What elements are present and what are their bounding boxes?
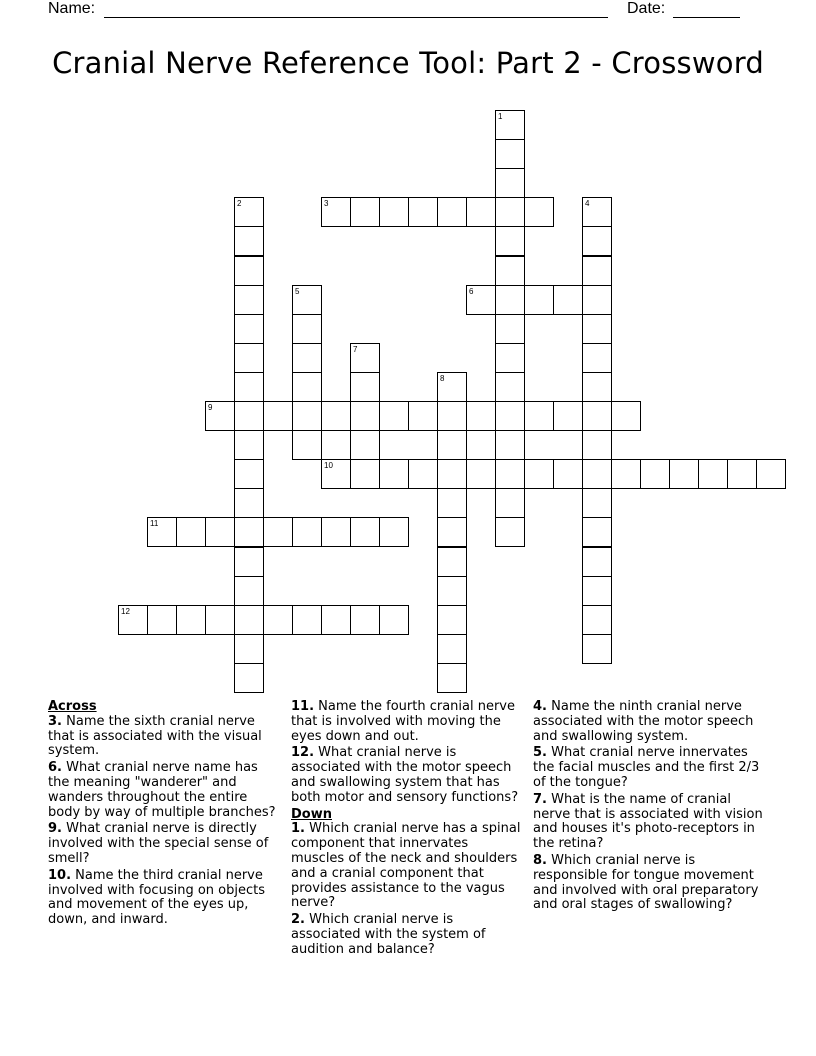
crossword-cell[interactable] — [350, 459, 380, 489]
crossword-cell[interactable] — [234, 285, 264, 315]
crossword-cell[interactable] — [582, 226, 612, 256]
clue-down-8: 8. Which cranial nerve is responsible for tongue movement and involved with oral preparatory and oral stages of swallowing? — [533, 852, 759, 913]
crossword-cell[interactable] — [524, 197, 554, 227]
crossword-cell[interactable] — [524, 459, 554, 489]
crossword-cell[interactable] — [379, 605, 409, 635]
crossword-cell[interactable] — [350, 517, 380, 547]
crossword-cell[interactable] — [234, 372, 264, 402]
crossword-cell[interactable] — [379, 459, 409, 489]
crossword-cell[interactable] — [292, 314, 322, 344]
crossword-cell[interactable] — [263, 401, 293, 431]
clue-column-2 — [291, 700, 523, 960]
crossword-cell[interactable] — [582, 605, 612, 635]
crossword-cell[interactable] — [495, 226, 525, 256]
crossword-cell[interactable] — [727, 459, 757, 489]
clue-number-label: 5 — [295, 286, 300, 296]
crossword-cell[interactable] — [350, 197, 380, 227]
crossword-cell[interactable] — [495, 430, 525, 460]
crossword-cell[interactable] — [495, 285, 525, 315]
clue-column-1 — [48, 700, 280, 930]
crossword-cell[interactable] — [437, 401, 467, 431]
crossword-cell[interactable] — [495, 256, 525, 286]
crossword-cell[interactable] — [698, 459, 728, 489]
date-label: Date: — [627, 0, 666, 17]
crossword-cell[interactable] — [524, 401, 554, 431]
crossword-cell[interactable] — [669, 459, 699, 489]
crossword-cell[interactable] — [408, 401, 438, 431]
crossword-cell[interactable] — [263, 517, 293, 547]
clue-down-4: 4. Name the ninth cranial nerve associated with the motor speech and swallowing system. — [533, 699, 754, 744]
crossword-cell[interactable] — [582, 459, 612, 489]
crossword-cell[interactable] — [582, 285, 612, 315]
crossword-cell[interactable] — [234, 314, 264, 344]
clue-number-label: 4 — [585, 199, 590, 209]
clue-across-10: 10. Name the third cranial nerve involved with focusing on objects and movement of the eyes up, down, and inward. — [48, 867, 265, 928]
crossword-cell[interactable] — [495, 401, 525, 431]
crossword-cell[interactable] — [379, 517, 409, 547]
crossword-cell[interactable] — [437, 430, 467, 460]
crossword-cell[interactable] — [176, 605, 206, 635]
clue-down-2: 2. Which cranial nerve is associated with the system of audition and balance? — [291, 912, 486, 957]
crossword-cell[interactable] — [582, 576, 612, 606]
crossword-cell[interactable] — [582, 517, 612, 547]
clue-down-1: 1. Which cranial nerve has a spinal component that innervates muscles of the neck and shoulders and a cranial component that provides assistance to the vagus nerve? — [291, 821, 521, 911]
crossword-cell[interactable] — [408, 197, 438, 227]
crossword-cell[interactable] — [234, 459, 264, 489]
crossword-cell[interactable] — [292, 430, 322, 460]
crossword-cell[interactable] — [437, 488, 467, 518]
crossword-cell[interactable] — [582, 634, 612, 664]
clue-number-label: 6 — [469, 286, 474, 296]
crossword-cell[interactable] — [234, 605, 264, 635]
crossword-cell[interactable] — [582, 430, 612, 460]
crossword-cell[interactable] — [466, 459, 496, 489]
clue-number-label: 3 — [324, 199, 329, 209]
clue-number-label: 8 — [440, 373, 445, 383]
clue-number-label: 11 — [150, 519, 159, 529]
clue-across-3: 3. Name the sixth cranial nerve that is associated with the visual system. — [48, 713, 262, 759]
crossword-cell[interactable] — [611, 459, 641, 489]
crossword-cell[interactable] — [437, 663, 467, 693]
crossword-cell[interactable] — [234, 401, 264, 431]
crossword-cell[interactable] — [234, 634, 264, 664]
crossword-cell[interactable] — [437, 634, 467, 664]
clue-across-12: 12. What cranial nerve is associated with the motor speech and swallowing system that has both motor and sensory functions? — [291, 745, 519, 805]
crossword-cell[interactable] — [350, 401, 380, 431]
crossword-cell[interactable] — [437, 576, 467, 606]
clue-across-11: 11. Name the fourth cranial nerve that is involved with moving the eyes down and out. — [291, 699, 515, 744]
crossword-cell[interactable] — [205, 605, 235, 635]
across-heading: Across — [48, 699, 97, 714]
crossword-cell[interactable] — [321, 605, 351, 635]
clue-number-label: 7 — [353, 344, 358, 354]
crossword-cell[interactable] — [234, 576, 264, 606]
crossword-cell[interactable] — [582, 343, 612, 373]
crossword-cell[interactable] — [234, 663, 264, 693]
crossword-cell[interactable] — [263, 605, 293, 635]
crossword-cell[interactable] — [611, 401, 641, 431]
clue-number-label: 1 — [498, 112, 503, 121]
crossword-cell[interactable] — [234, 517, 264, 547]
crossword-cell[interactable] — [495, 459, 525, 489]
crossword-cell[interactable] — [379, 401, 409, 431]
crossword-cell[interactable] — [553, 459, 583, 489]
crossword-cell[interactable] — [756, 459, 786, 489]
crossword-cell[interactable] — [582, 314, 612, 344]
crossword-cell[interactable] — [234, 547, 264, 577]
crossword-cell[interactable] — [437, 459, 467, 489]
crossword-cell[interactable] — [582, 488, 612, 518]
crossword-cell[interactable] — [350, 430, 380, 460]
clue-down-7: 7. What is the name of cranial nerve that is associated with vision and houses it's photo-receptors in the retina? — [533, 791, 763, 852]
crossword-cell[interactable] — [495, 139, 525, 169]
crossword-cell[interactable] — [234, 488, 264, 518]
crossword-cell[interactable] — [176, 517, 206, 547]
crossword-cell[interactable] — [408, 459, 438, 489]
crossword-cell[interactable] — [292, 401, 322, 431]
crossword-cell[interactable] — [495, 197, 525, 227]
crossword-cell[interactable] — [582, 372, 612, 402]
crossword-cell[interactable] — [292, 605, 322, 635]
crossword-cell[interactable] — [640, 459, 670, 489]
crossword-cell[interactable] — [234, 430, 264, 460]
crossword-cell[interactable] — [292, 343, 322, 373]
crossword-cell[interactable] — [437, 547, 467, 577]
crossword-cell[interactable] — [495, 372, 525, 402]
crossword-cell[interactable] — [466, 401, 496, 431]
clue-across-9: 9. What cranial nerve is directly involved with the special sense of smell? — [48, 821, 269, 866]
crossword-cell[interactable] — [437, 197, 467, 227]
crossword-cell[interactable] — [379, 197, 409, 227]
page-title: Cranial Nerve Reference Tool: Part 2 - Crossword — [52, 46, 764, 80]
crossword-cell[interactable] — [582, 547, 612, 577]
crossword-cell[interactable] — [582, 401, 612, 431]
clue-column-3 — [533, 700, 765, 915]
crossword-cell[interactable] — [582, 256, 612, 286]
crossword-cell[interactable] — [234, 343, 264, 373]
clue-down-5: 5. What cranial nerve innervates the facial muscles and the first 2/3 of the tongue? — [533, 745, 760, 790]
clue-number-label: 12 — [121, 606, 130, 616]
clue-number-label: 2 — [237, 199, 242, 209]
crossword-cell[interactable] — [292, 517, 322, 547]
crossword-cell[interactable] — [234, 256, 264, 286]
down-heading: Down — [291, 806, 332, 822]
crossword-cell[interactable] — [553, 401, 583, 431]
crossword-cell[interactable] — [147, 605, 177, 635]
crossword-cell[interactable] — [466, 197, 496, 227]
crossword-cell[interactable] — [495, 168, 525, 198]
crossword-cell[interactable] — [321, 401, 351, 431]
clue-number-label: 10 — [324, 461, 333, 471]
crossword-cell[interactable] — [437, 605, 467, 635]
crossword-cell[interactable] — [205, 517, 235, 547]
name-label: Name: — [48, 0, 96, 17]
crossword-cell[interactable] — [437, 517, 467, 547]
clue-across-6: 6. What cranial nerve name has the meaning "wanderer" and wanders throughout the entire body by way of multiple branches? — [48, 760, 276, 820]
crossword-cell[interactable] — [524, 285, 554, 315]
crossword-cell[interactable] — [234, 226, 264, 256]
crossword-cell[interactable] — [350, 372, 380, 402]
crossword-cell[interactable] — [495, 517, 525, 547]
crossword-cell[interactable] — [292, 372, 322, 402]
crossword-cell[interactable] — [495, 488, 525, 518]
crossword-cell[interactable] — [495, 343, 525, 373]
crossword-cell[interactable] — [350, 605, 380, 635]
crossword-cell[interactable] — [495, 314, 525, 344]
crossword-cell[interactable] — [553, 285, 583, 315]
crossword-cell[interactable] — [321, 517, 351, 547]
clue-number-label: 9 — [208, 403, 213, 412]
